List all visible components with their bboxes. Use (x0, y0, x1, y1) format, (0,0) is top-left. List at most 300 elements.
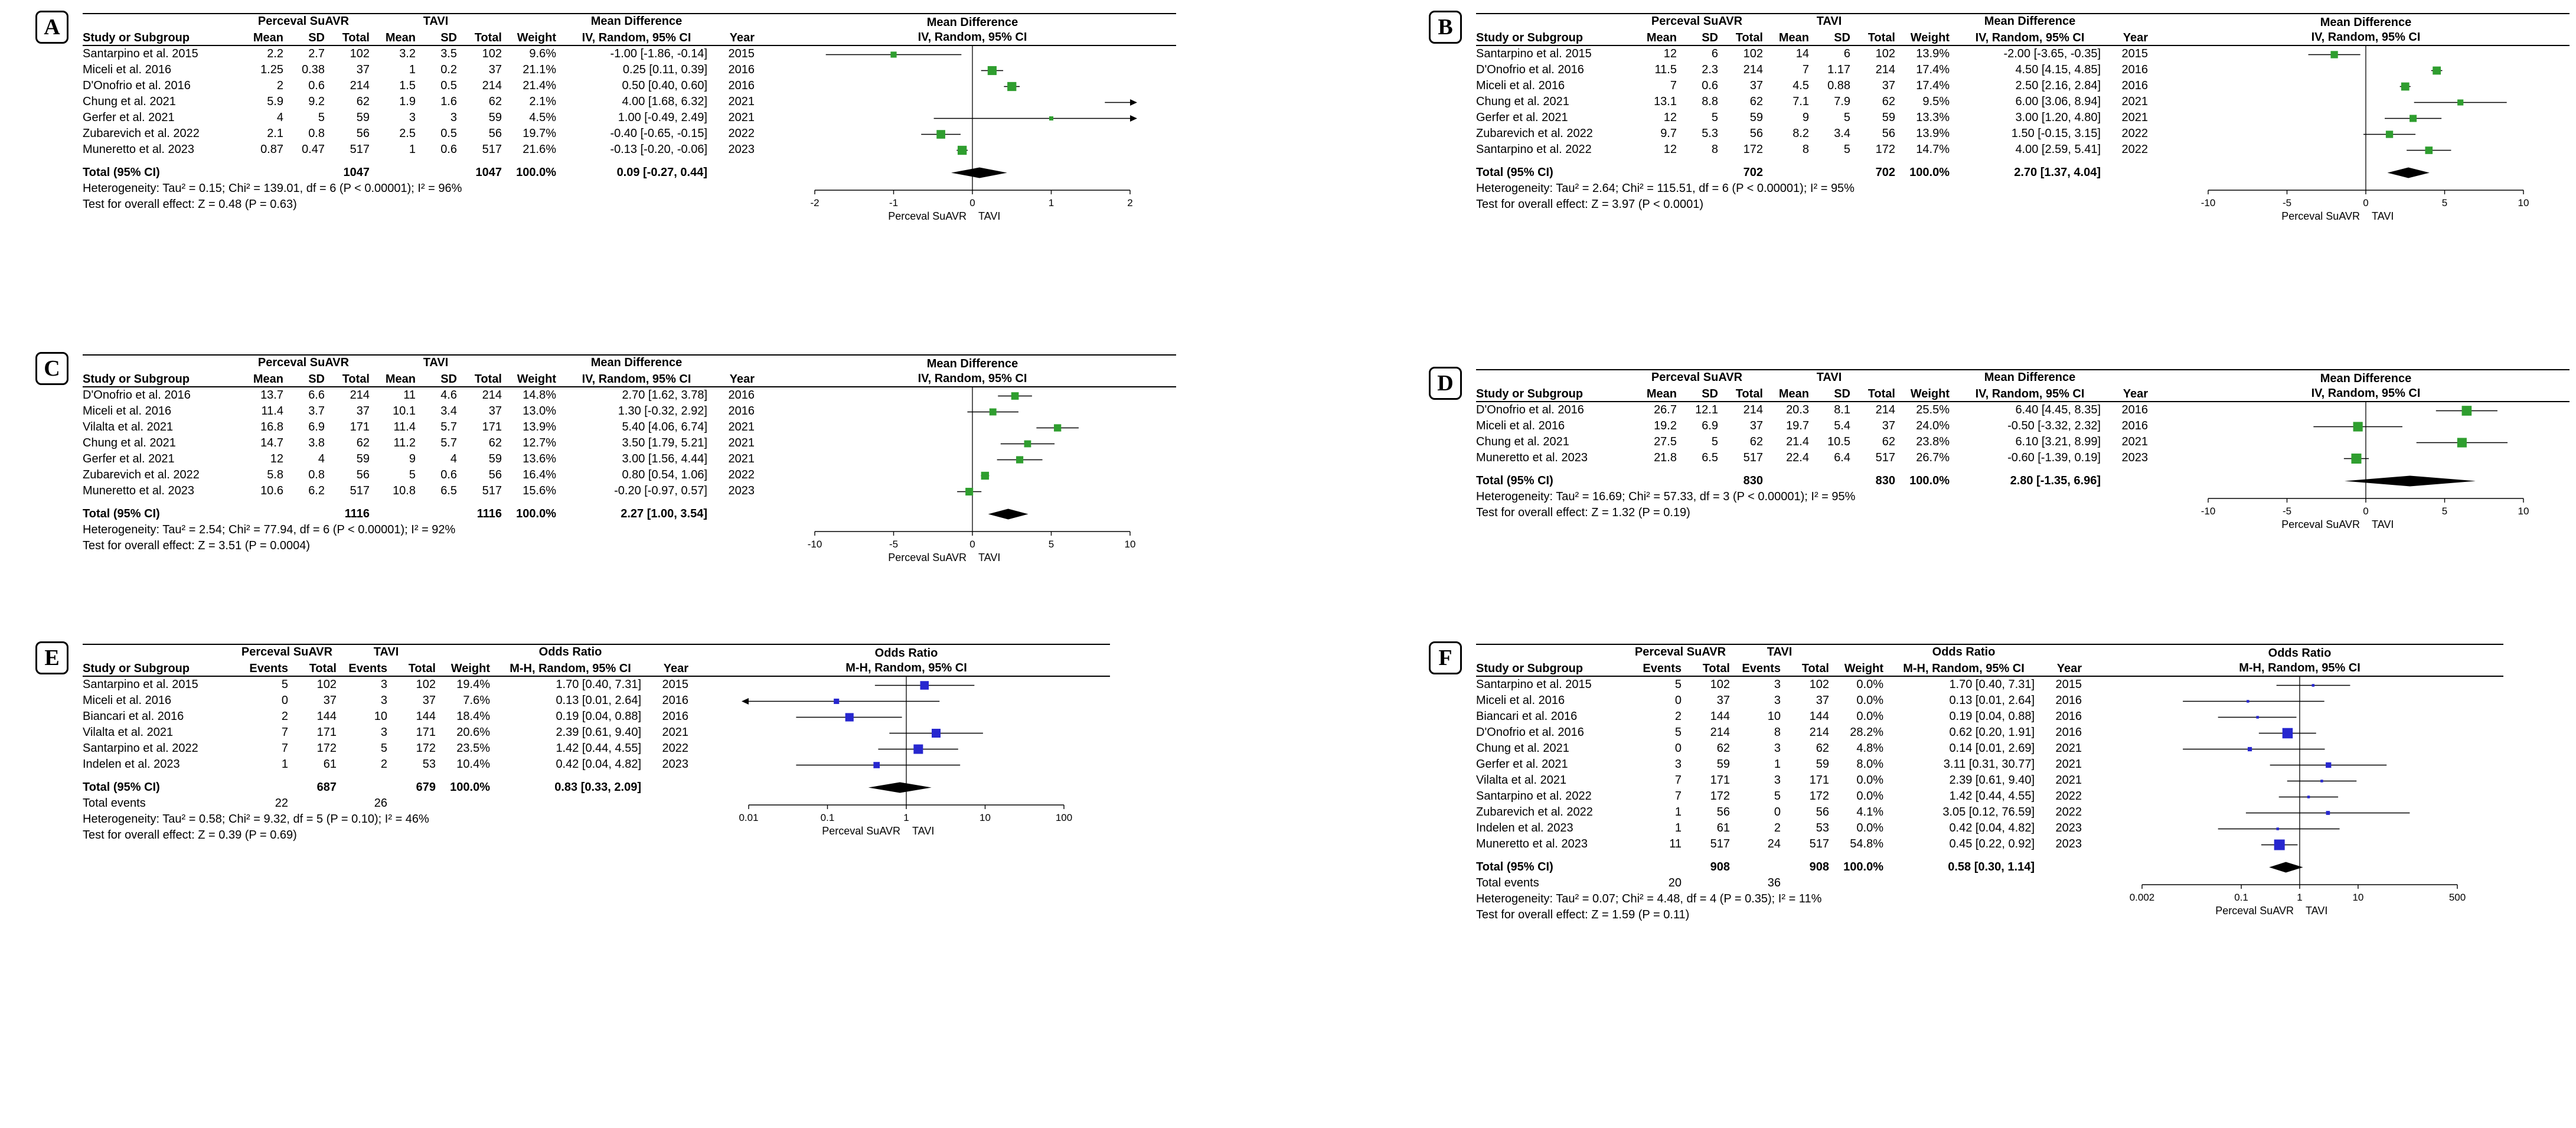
effect-header: Odds Ratio (538, 645, 602, 658)
axis-tick-label: 0.002 (2129, 892, 2155, 903)
col-header-year: Year (2123, 31, 2148, 44)
axis-tick-label: 5 (2441, 197, 2448, 208)
g2-total: 59 (1816, 758, 1829, 771)
g1-sd: 6.2 (308, 484, 325, 497)
col-header-year: Year (2123, 387, 2148, 400)
axis-left-label: Perceval SuAVR (888, 552, 967, 563)
g1-mean: 12 (270, 452, 283, 465)
study: Santarpino et al. 2022 (83, 742, 198, 755)
axis-tick-label: 5 (2441, 506, 2448, 517)
effect-ci: 5.40 [4.06, 6.74] (622, 420, 707, 433)
table-header-columns (1476, 386, 2148, 402)
truncation-arrow-right (1130, 99, 1137, 106)
year: 2022 (2121, 127, 2148, 140)
g2-total: 171 (482, 420, 502, 433)
g2-total: 37 (1816, 694, 1829, 707)
table-row (83, 757, 688, 772)
total-weight: 100.0% (516, 166, 556, 179)
table-row (1476, 820, 2082, 836)
weight: 0.0% (1856, 790, 1883, 803)
total-row (1476, 859, 2082, 875)
g2-total: 144 (416, 710, 436, 723)
g2-events: 3 (380, 694, 387, 707)
col-header-g2-total: Total (474, 31, 502, 44)
table-header-columns (1476, 660, 2082, 677)
weight: 4.8% (1856, 742, 1883, 755)
g2-total: 517 (482, 484, 502, 497)
panel-D (1429, 369, 2570, 541)
effect-ci: 1.00 [-0.49, 2.49] (618, 111, 707, 124)
g1-total: 517 (1710, 837, 1730, 850)
effect-ci: 0.42 [0.04, 4.82] (1949, 821, 2035, 834)
study: Santarpino et al. 2022 (1476, 143, 1592, 156)
total-row (83, 780, 688, 796)
total-g1-mean (1631, 473, 1677, 489)
g2-total: 59 (488, 111, 502, 124)
events-year (2044, 875, 2082, 891)
study: Zubarevich et al. 2022 (83, 127, 200, 140)
axis-tick-label: 0 (969, 197, 975, 208)
axis-tick-label: 0 (969, 539, 975, 550)
study: Muneretto et al. 2023 (1476, 837, 1588, 850)
weight: 0.0% (1856, 774, 1883, 787)
g2-events: 0 (1774, 806, 1781, 819)
g1-sd: 6 (1711, 47, 1718, 60)
g2-total: 172 (416, 742, 436, 755)
axis-tick-label: 100 (1055, 812, 1073, 823)
g1-total: 517 (350, 143, 370, 156)
effect-marker (2410, 115, 2417, 122)
total-study: Total (95% CI) (1476, 474, 1553, 487)
g2-events: 3 (380, 726, 387, 739)
g2-total: 59 (1882, 111, 1895, 124)
summary-diamond (2345, 476, 2476, 487)
total-weight: 100.0% (1909, 166, 1950, 179)
g1-events: 7 (281, 742, 288, 755)
study: Santarpino et al. 2022 (1476, 790, 1592, 803)
g1-sd: 5 (318, 111, 325, 124)
year: 2021 (728, 452, 755, 465)
total-row (1476, 473, 2148, 489)
col-header-g2-total: Total (1867, 387, 1895, 400)
cell (1476, 13, 1631, 30)
g2-events: 2 (1774, 821, 1781, 834)
g2-mean: 3.2 (399, 47, 416, 60)
events-weight (436, 796, 490, 811)
weight: 28.2% (1850, 726, 1883, 739)
g2-total: 62 (488, 436, 502, 449)
total-g2-sd (1809, 473, 1850, 489)
cell (1476, 644, 1631, 660)
g2-total: 102 (482, 47, 502, 60)
g2-sd: 4 (450, 452, 457, 465)
total-study: Total (95% CI) (83, 507, 160, 520)
axis-tick-label: 10 (980, 812, 991, 823)
group1-header: Perceval SuAVR (257, 356, 350, 369)
cell (2044, 644, 2082, 660)
table-row (1476, 836, 2082, 852)
weight: 4.1% (1856, 806, 1883, 819)
g1-sd: 0.6 (308, 79, 325, 92)
panel-A (35, 13, 1176, 233)
effect-ci: -0.40 [-0.65, -0.15] (610, 127, 707, 140)
table-header-groups (1476, 369, 2148, 386)
panel-C (35, 354, 1176, 574)
g1-sd: 12.1 (1695, 403, 1718, 416)
table-row (1476, 788, 2082, 804)
total-events-row (1476, 875, 2082, 891)
g2-events: 1 (1774, 758, 1781, 771)
effect-marker (981, 472, 989, 480)
axis-tick-label: 0.1 (820, 812, 835, 823)
g1-sd: 8 (1711, 143, 1718, 156)
col-header-g2-events: Events (348, 662, 387, 675)
study: Zubarevich et al. 2022 (1476, 127, 1593, 140)
g1-events: 3 (1674, 758, 1682, 771)
table-row (83, 142, 755, 158)
g1-total: 37 (356, 405, 370, 418)
g1-total: 102 (316, 678, 337, 691)
study: Miceli et al. 2016 (83, 63, 172, 76)
events-study: Total events (83, 797, 146, 810)
g2-total: 517 (1809, 837, 1829, 850)
g1-total: 172 (316, 742, 337, 755)
g2-mean: 11.2 (393, 436, 416, 449)
g1-mean: 5.8 (267, 468, 283, 481)
g2-total: 102 (1809, 678, 1829, 691)
g1-mean: 7 (1670, 79, 1677, 92)
table-header-groups (1476, 13, 2148, 30)
g1-total: 171 (1710, 774, 1730, 787)
group1-header: Perceval SuAVR (241, 645, 333, 658)
heterogeneity-note: Heterogeneity: Tau² = 2.54; Chi² = 77.94, df = 6 (P < 0.00001); I² = 92% (83, 523, 456, 536)
weight: 14.8% (523, 389, 556, 402)
table-row (1476, 741, 2082, 757)
g1-sd: 6.9 (308, 420, 325, 433)
g1-mean: 12 (1663, 111, 1677, 124)
g2-total: 171 (1809, 774, 1829, 787)
total-g2-mean (1763, 165, 1809, 181)
axis-tick-label: 10 (2518, 197, 2529, 208)
study: Chung et al. 2021 (83, 436, 176, 449)
g2-total: 214 (1809, 726, 1829, 739)
axis-right-label: TAVI (912, 825, 935, 837)
g1-total: 56 (356, 127, 370, 140)
g2-mean: 22.4 (1786, 451, 1809, 464)
total-g2-total: 830 (1875, 474, 1895, 487)
study-table (83, 13, 755, 213)
g1-sd: 6.6 (308, 389, 325, 402)
col-header-g1-mean: Mean (253, 31, 283, 44)
effect-marker (845, 713, 854, 721)
col-header-g1-total: Total (1735, 31, 1763, 44)
g2-mean: 8.2 (1793, 127, 1809, 140)
table-row (1476, 450, 2148, 466)
g2-mean: 1.5 (399, 79, 416, 92)
g2-mean: 9 (409, 452, 416, 465)
col-header-g2-mean: Mean (1778, 387, 1809, 400)
table-row (83, 46, 755, 62)
total-g2-sd (416, 165, 457, 181)
events-g2-total (1781, 875, 1829, 891)
g1-sd: 9.2 (308, 95, 325, 108)
g2-sd: 5.7 (440, 420, 457, 433)
axis-tick-label: 2 (1127, 197, 1133, 208)
g1-sd: 5.3 (1702, 127, 1718, 140)
col-header-g1-sd: SD (1702, 31, 1718, 44)
cell (2110, 13, 2148, 30)
g1-mean: 0.87 (260, 143, 283, 156)
axis-tick-label: 500 (2448, 892, 2466, 903)
col-header-weight: Weight (1910, 31, 1950, 44)
table-row (83, 110, 755, 126)
g1-events: 7 (1674, 774, 1682, 787)
total-g1-total: 830 (1743, 474, 1763, 487)
col-header-g2-sd: SD (440, 31, 457, 44)
g2-mean: 9 (1802, 111, 1809, 124)
g1-sd: 0.8 (308, 127, 325, 140)
g1-mean: 4 (276, 111, 283, 124)
g2-mean: 10.8 (393, 484, 416, 497)
g1-total: 56 (356, 468, 370, 481)
col-header-g2-sd: SD (1834, 31, 1850, 44)
cell (717, 13, 755, 30)
g2-sd: 0.5 (440, 79, 457, 92)
g2-sd: 1.6 (440, 95, 457, 108)
axis-tick-label: 1 (1048, 197, 1054, 208)
study: Vilalta et al. 2021 (83, 420, 174, 433)
effect-ci: 0.50 [0.40, 0.60] (622, 79, 707, 92)
year: 2016 (2121, 403, 2148, 416)
spacer (1476, 158, 2148, 165)
g1-total: 37 (1749, 79, 1763, 92)
g2-mean: 2.5 (399, 127, 416, 140)
overall-effect-note: Test for overall effect: Z = 0.39 (P = 0.69) (83, 829, 297, 842)
g2-sd: 10.5 (1827, 435, 1850, 448)
plot-subtitle: IV, Random, 95% CI (918, 31, 1027, 44)
study: Vilalta et al. 2021 (1476, 774, 1567, 787)
study-table (1476, 369, 2148, 521)
year: 2021 (2055, 742, 2082, 755)
total-g2-total: 702 (1875, 166, 1895, 179)
year: 2021 (728, 420, 755, 433)
cell (1476, 369, 1631, 386)
weight: 25.5% (1916, 403, 1950, 416)
g1-events: 0 (1674, 694, 1682, 707)
year: 2021 (2055, 758, 2082, 771)
weight: 9.6% (529, 47, 556, 60)
year: 2023 (2055, 837, 2082, 850)
total-study: Total (95% CI) (1476, 166, 1553, 179)
heterogeneity-note: Heterogeneity: Tau² = 0.07; Chi² = 4.48, df = 4 (P = 0.35); I² = 11% (1476, 892, 1822, 905)
table-row (83, 94, 755, 110)
g2-sd: 0.5 (440, 127, 457, 140)
axis-left-label: Perceval SuAVR (888, 210, 967, 222)
heterogeneity-note: Heterogeneity: Tau² = 0.58; Chi² = 9.32, df = 5 (P = 0.10); I² = 46% (83, 813, 429, 826)
axis-left-label: Perceval SuAVR (2281, 519, 2360, 530)
group2-header: TAVI (1767, 645, 1793, 658)
col-header-g1-sd: SD (308, 373, 325, 386)
year: 2021 (2121, 435, 2148, 448)
total-year (651, 780, 688, 796)
total-effect-ci: 0.58 [0.30, 1.14] (1948, 860, 2035, 873)
table-row (1476, 126, 2148, 142)
g1-mean: 19.2 (1654, 419, 1677, 432)
effect-marker (1049, 116, 1053, 120)
col-header-g2-sd: SD (1834, 387, 1850, 400)
plot-title: Odds Ratio (874, 647, 938, 660)
g1-sd: 2.7 (308, 47, 325, 60)
panel-label: C (35, 352, 68, 385)
g1-total: 37 (323, 694, 337, 707)
total-effect-ci: 2.80 [-1.35, 6.96] (2010, 474, 2101, 487)
events-g2-events: 36 (1767, 876, 1781, 889)
axis-tick-label: -5 (2282, 197, 2292, 208)
year: 2021 (728, 436, 755, 449)
effect-header: Mean Difference (590, 356, 683, 369)
year: 2016 (728, 389, 755, 402)
total-g1-total: 687 (316, 781, 337, 794)
overall-effect-note: Test for overall effect: Z = 1.59 (P = 0.11) (1476, 908, 1690, 921)
table-row (1476, 677, 2082, 693)
events-g1-total (288, 796, 337, 811)
weight: 26.7% (1916, 451, 1950, 464)
col-header-g1-total: Total (1702, 662, 1730, 675)
weight: 21.1% (523, 63, 556, 76)
col-header-year: Year (663, 662, 688, 675)
effect-ci: 4.00 [1.68, 6.32] (622, 95, 707, 108)
plot-subtitle: M-H, Random, 95% CI (845, 661, 967, 674)
panel-label: A (35, 11, 68, 44)
effect-ci: 3.00 [1.56, 4.44] (622, 452, 707, 465)
study: Miceli et al. 2016 (83, 694, 172, 707)
col-header-year: Year (2056, 662, 2082, 675)
events-effect-ci (490, 796, 651, 811)
panel-label: B (1429, 11, 1462, 44)
g1-total: 214 (350, 79, 370, 92)
overall-effect-note: Test for overall effect: Z = 0.48 (P = 0.63) (83, 198, 297, 211)
col-header-study: Study or Subgroup (1476, 662, 1584, 675)
study: Zubarevich et al. 2022 (83, 468, 200, 481)
study-table (83, 644, 688, 843)
g2-sd: 5 (1843, 143, 1850, 156)
panel-label: D (1429, 367, 1462, 400)
total-g1-mean (237, 506, 283, 522)
g2-sd: 6.5 (440, 484, 457, 497)
group2-header: TAVI (1816, 15, 1842, 28)
weight: 13.9% (1916, 47, 1950, 60)
effect-ci: 4.00 [2.59, 5.41] (2015, 143, 2101, 156)
total-g2-total: 1047 (475, 166, 502, 179)
effect-ci: 1.70 [0.40, 7.31] (556, 678, 641, 691)
g1-mean: 11.5 (1654, 63, 1677, 76)
g2-mean: 7.1 (1793, 95, 1809, 108)
g1-mean: 12 (1663, 47, 1677, 60)
g2-events: 10 (374, 710, 387, 723)
study: Gerfer et al. 2021 (83, 452, 175, 465)
panel-label: F (1429, 641, 1462, 674)
table-header-columns (83, 30, 755, 46)
events-g1-events: 22 (275, 797, 288, 810)
total-g2-total: 908 (1809, 860, 1829, 873)
study: Gerfer et al. 2021 (1476, 758, 1568, 771)
g1-total: 62 (1749, 95, 1763, 108)
effect-ci: 0.25 [0.11, 0.39] (622, 63, 707, 76)
weight: 12.7% (523, 436, 556, 449)
study: Muneretto et al. 2023 (1476, 451, 1588, 464)
study: Indelen et al. 2023 (83, 758, 180, 771)
year: 2016 (2055, 726, 2082, 739)
total-g1-sd (1677, 473, 1718, 489)
study: Santarpino et al. 2015 (83, 47, 198, 60)
cell (436, 644, 490, 660)
forest-plot (2162, 13, 2570, 229)
weight: 19.4% (456, 678, 490, 691)
effect-marker (1011, 392, 1019, 400)
g2-total: 37 (1882, 79, 1895, 92)
g1-total: 214 (1710, 726, 1730, 739)
g1-total: 214 (350, 389, 370, 402)
table-row (1476, 94, 2148, 110)
study: D'Onofrio et al. 2016 (1476, 403, 1584, 416)
g2-total: 172 (1809, 790, 1829, 803)
total-g2-total: 679 (416, 781, 436, 794)
table-row (83, 419, 755, 435)
weight: 14.7% (1916, 143, 1950, 156)
effect-ci: -0.20 [-0.97, 0.57] (614, 484, 707, 497)
g1-sd: 5 (1711, 111, 1718, 124)
cell (651, 644, 688, 660)
g1-mean: 16.8 (260, 420, 283, 433)
total-effect-ci: 0.09 [-0.27, 0.44] (616, 166, 707, 179)
col-header-weight: Weight (450, 662, 490, 675)
plot-title: Odds Ratio (2268, 647, 2332, 660)
g1-total: 62 (1716, 742, 1730, 755)
total-effect-ci: 2.27 [1.00, 3.54] (621, 507, 707, 520)
total-year (2044, 859, 2082, 875)
g1-mean: 10.6 (260, 484, 283, 497)
effect-marker (913, 745, 923, 754)
weight: 13.6% (523, 452, 556, 465)
events-g2-events: 26 (374, 797, 387, 810)
g1-mean: 13.1 (1654, 95, 1677, 108)
g1-total: 214 (1743, 63, 1763, 76)
effect-marker (2401, 83, 2410, 91)
g1-events: 5 (281, 678, 288, 691)
plot-subtitle: M-H, Random, 95% CI (2239, 661, 2360, 674)
g2-events: 3 (1774, 678, 1781, 691)
year: 2022 (2055, 790, 2082, 803)
weight: 4.5% (529, 111, 556, 124)
effect-marker (2247, 700, 2249, 703)
g2-total: 56 (488, 127, 502, 140)
table-header-groups (83, 13, 755, 30)
g1-sd: 0.8 (308, 468, 325, 481)
g1-total: 214 (1743, 403, 1763, 416)
total-g1-sd (283, 506, 325, 522)
cell (1895, 13, 1950, 30)
study: D'Onofrio et al. 2016 (83, 389, 191, 402)
weight: 23.8% (1916, 435, 1950, 448)
effect-ci: 2.70 [1.62, 3.78] (622, 389, 707, 402)
col-header-g1-sd: SD (308, 31, 325, 44)
table-row (1476, 804, 2082, 820)
col-header-year: Year (729, 31, 755, 44)
axis-right-label: TAVI (2372, 210, 2394, 222)
forest-plot (769, 13, 1176, 229)
effect-marker (834, 699, 839, 704)
effect-marker (1054, 424, 1061, 431)
